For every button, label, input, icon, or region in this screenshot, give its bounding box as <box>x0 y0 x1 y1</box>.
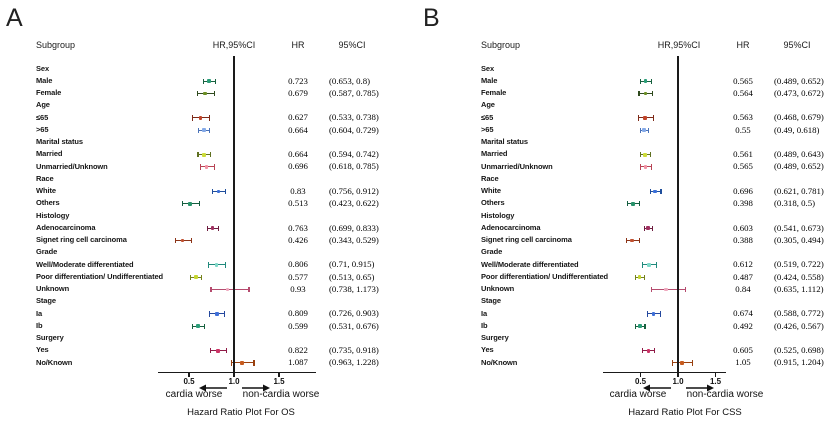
ci-value: (0.513, 0.65) <box>329 271 375 282</box>
hr-point <box>215 312 219 316</box>
hr-value: 0.664 <box>288 124 308 135</box>
subgroup-category-label: Marital status <box>36 137 83 147</box>
subgroup-item-label: Others <box>36 198 60 208</box>
hr-point <box>644 165 648 169</box>
hr-point <box>215 263 219 267</box>
subgroup-item-label: Well/Moderate differentiated <box>36 259 134 269</box>
panel-os <box>0 0 413 423</box>
ci-value: (0.588, 0.772) <box>774 308 824 319</box>
subgroup-category-label: Age <box>36 100 50 110</box>
ci-cap-left <box>644 226 645 231</box>
subgroup-category-label: Sex <box>36 63 50 73</box>
ci-cap-right <box>651 79 652 84</box>
hr-value: 1.05 <box>735 357 751 368</box>
hr-point <box>202 128 206 132</box>
subgroup-item-label: Married <box>36 149 63 159</box>
ci-cap-right <box>214 91 215 96</box>
right-arrow-icon <box>686 384 714 392</box>
hr-point <box>199 116 203 120</box>
subgroup-category-label: Stage <box>481 296 501 306</box>
ci-value: (0.473, 0.672) <box>774 87 824 98</box>
subgroup-item-label: Unknown <box>36 284 70 294</box>
hr-point <box>240 361 244 365</box>
subgroup-item-label: Signet ring cell carcinoma <box>481 235 572 245</box>
x-axis-tick-label: 1.5 <box>709 377 722 386</box>
subgroup-item-label: Adenocarcinoma <box>481 222 541 232</box>
ci-value: (0.525, 0.698) <box>774 345 824 356</box>
ci-value: (0.343, 0.529) <box>329 234 379 245</box>
ci-value: (0.531, 0.676) <box>329 320 379 331</box>
hr-value: 0.492 <box>733 320 753 331</box>
hr-value: 0.565 <box>733 161 753 172</box>
ci-value: (0.735, 0.918) <box>329 345 379 356</box>
ci-cap-left <box>209 311 210 316</box>
hr-point <box>638 324 642 328</box>
right-direction-label: non-cardia worse <box>686 389 764 400</box>
right-arrow-icon <box>242 384 270 392</box>
hr-point <box>647 349 651 353</box>
hr-point <box>638 275 642 279</box>
ci-cap-right <box>652 226 653 231</box>
subgroup-category-label: Surgery <box>36 333 64 343</box>
subgroup-item-label: Male <box>481 75 498 85</box>
left-arrow-icon <box>643 384 671 392</box>
subgroup-item-label: Adenocarcinoma <box>36 222 96 232</box>
subgroup-item-label: White <box>481 186 501 196</box>
ci-cap-left <box>638 91 639 96</box>
reference-line <box>677 56 678 372</box>
hr-point <box>205 165 209 169</box>
hr-point <box>680 361 684 365</box>
ci-value: (0.489, 0.652) <box>774 161 824 172</box>
hr-point <box>647 263 651 267</box>
ci-cap-right <box>225 189 226 194</box>
ci-cap-left <box>197 152 198 157</box>
ci-cap-left <box>635 324 636 329</box>
ci-value: (0.726, 0.903) <box>329 308 379 319</box>
ci-value: (0.426, 0.567) <box>774 320 824 331</box>
ci-cap-right <box>685 287 686 292</box>
hr-value: 0.84 <box>735 283 751 294</box>
hr-point <box>207 79 211 83</box>
ci-cap-right <box>253 360 254 365</box>
subgroup-item-label: Poor differentiation/ Undifferentiated <box>36 271 164 281</box>
ci-value: (0.587, 0.785) <box>329 87 379 98</box>
ci-value: (0.594, 0.742) <box>329 149 379 160</box>
hr-point <box>196 324 200 328</box>
hr-point <box>181 239 185 243</box>
ci-value: (0.756, 0.912) <box>329 185 379 196</box>
hr-value: 0.561 <box>733 149 753 160</box>
subgroup-item-label: Unmarried/Unknown <box>36 161 108 171</box>
ci-cap-right <box>639 238 640 243</box>
subgroup-category-label: Histology <box>481 210 515 220</box>
subgroup-item-label: Female <box>481 88 507 98</box>
hr-point <box>643 153 647 157</box>
x-axis-tick-label: 0.5 <box>634 377 647 386</box>
hr-value: 0.513 <box>288 198 308 209</box>
ci-cap-left <box>192 324 193 329</box>
hr-value: 0.398 <box>733 198 753 209</box>
hr-value: 0.599 <box>288 320 308 331</box>
hr-point <box>644 92 648 96</box>
ci-cap-right <box>639 201 640 206</box>
ci-cap-right <box>201 275 202 280</box>
ci-cap-right <box>215 79 216 84</box>
ci-cap-left <box>182 201 183 206</box>
hr-point <box>211 226 215 230</box>
x-axis-line <box>158 372 316 373</box>
subgroup-item-label: Ia <box>36 308 43 318</box>
subgroup-item-label: Unknown <box>481 284 515 294</box>
hr-value: 0.565 <box>733 75 753 86</box>
ci-cap-left <box>198 128 199 133</box>
ci-cap-right <box>660 311 661 316</box>
ci-cap-right <box>225 262 226 267</box>
subgroup-category-label: Race <box>36 173 54 183</box>
ci-cap-right <box>224 311 225 316</box>
ci-value: (0.635, 1.112) <box>774 283 824 294</box>
subgroup-item-label: ≤65 <box>481 112 494 122</box>
ci-value: (0.915, 1.204) <box>774 357 824 368</box>
column-header-ci: 95%CI <box>338 40 366 50</box>
hr-point <box>642 128 646 132</box>
subgroup-item-label: Poor differentiation/ Undifferentiated <box>481 271 609 281</box>
hr-value: 0.627 <box>288 112 308 123</box>
ci-cap-left <box>212 189 213 194</box>
subgroup-item-label: Others <box>481 198 505 208</box>
hr-value: 0.563 <box>733 112 753 123</box>
subgroup-item-label: Unmarried/Unknown <box>481 161 553 171</box>
ci-cap-right <box>226 348 227 353</box>
ci-cap-left <box>642 262 643 267</box>
hr-value: 0.388 <box>733 234 753 245</box>
ci-cap-left <box>627 201 628 206</box>
x-axis-tick-label: 1.5 <box>273 377 285 386</box>
ci-cap-left <box>203 79 204 84</box>
x-axis-tick-label: 1.0 <box>228 377 240 386</box>
hr-value: 0.763 <box>288 222 308 233</box>
ci-cap-right <box>660 189 661 194</box>
subgroup-item-label: Female <box>36 88 62 98</box>
subgroup-category-label: Surgery <box>481 333 509 343</box>
ci-value: (0.963, 1.228) <box>329 357 379 368</box>
ci-cap-right <box>209 115 210 120</box>
ci-value: (0.468, 0.679) <box>774 112 824 123</box>
ci-cap-right <box>248 287 249 292</box>
ci-value: (0.618, 0.785) <box>329 161 379 172</box>
ci-cap-right <box>651 164 652 169</box>
ci-cap-right <box>214 164 215 169</box>
ci-cap-left <box>640 128 641 133</box>
ci-cap-right <box>648 128 649 133</box>
left-direction-label: cardia worse <box>609 389 667 400</box>
column-header-hr-ci-plot: HR,95%CI <box>212 40 256 50</box>
hr-value: 0.809 <box>288 308 308 319</box>
ci-cap-left <box>640 152 641 157</box>
left-direction-label: cardia worse <box>165 389 223 400</box>
ci-value: (0.541, 0.673) <box>774 222 824 233</box>
hr-point <box>202 153 206 157</box>
ci-cap-right <box>652 91 653 96</box>
panel-caption: Hazard Ratio Plot For CSS <box>628 407 742 418</box>
hr-value: 0.426 <box>288 234 308 245</box>
x-axis-line <box>603 372 726 373</box>
column-header-ci: 95%CI <box>783 40 811 50</box>
hr-value: 0.93 <box>290 283 306 294</box>
subgroup-item-label: Ia <box>481 308 488 318</box>
subgroup-item-label: Ib <box>481 320 488 330</box>
panel-css <box>423 0 827 423</box>
hr-value: 0.83 <box>290 185 306 196</box>
x-axis-tick-label: 1.0 <box>672 377 684 386</box>
subgroup-category-label: Grade <box>481 247 503 257</box>
ci-value: (0.604, 0.729) <box>329 124 379 135</box>
ci-cap-left <box>650 189 651 194</box>
column-header-hr: HR <box>736 40 750 50</box>
left-arrow-icon <box>199 384 227 392</box>
subgroup-item-label: Married <box>481 149 508 159</box>
subgroup-category-label: Sex <box>481 63 495 73</box>
ci-value: (0.489, 0.652) <box>774 75 824 86</box>
ci-cap-right <box>199 201 200 206</box>
hr-point <box>653 190 657 194</box>
ci-cap-left <box>190 275 191 280</box>
subgroup-item-label: Male <box>36 75 53 85</box>
subgroup-category-label: Marital status <box>481 137 528 147</box>
subgroup-item-label: Yes <box>481 345 494 355</box>
ci-value: (0.423, 0.622) <box>329 198 379 209</box>
reference-line <box>233 56 234 372</box>
subgroup-item-label: No/Known <box>481 357 518 367</box>
subgroup-item-label: ≤65 <box>36 112 49 122</box>
ci-cap-right <box>692 360 693 365</box>
ci-value: (0.489, 0.643) <box>774 149 824 160</box>
column-header-subgroup: Subgroup <box>36 40 76 50</box>
ci-cap-left <box>626 238 627 243</box>
hr-point <box>643 116 647 120</box>
ci-cap-right <box>656 262 657 267</box>
subgroup-category-label: Race <box>481 173 499 183</box>
ci-cap-right <box>644 275 645 280</box>
hr-value: 0.612 <box>733 259 753 270</box>
hr-value: 0.487 <box>733 271 753 282</box>
ci-cap-right <box>191 238 192 243</box>
hr-point <box>194 275 198 279</box>
hr-point <box>217 190 221 194</box>
subgroup-category-label: Grade <box>36 247 58 257</box>
ci-value: (0.738, 1.173) <box>329 283 379 294</box>
ci-bar <box>210 289 249 290</box>
hr-point <box>203 92 207 96</box>
ci-value: (0.533, 0.738) <box>329 112 379 123</box>
ci-cap-left <box>640 79 641 84</box>
subgroup-item-label: Signet ring cell carcinoma <box>36 235 127 245</box>
column-header-hr: HR <box>291 40 305 50</box>
hr-value: 0.577 <box>288 271 308 282</box>
subgroup-category-label: Age <box>481 100 495 110</box>
ci-cap-right <box>644 324 645 329</box>
ci-value: (0.653, 0.8) <box>329 75 371 86</box>
subgroup-item-label: Well/Moderate differentiated <box>481 259 579 269</box>
hr-value: 0.603 <box>733 222 753 233</box>
ci-cap-right <box>210 152 211 157</box>
ci-cap-left <box>638 115 639 120</box>
hr-value: 0.55 <box>735 124 751 135</box>
ci-cap-right <box>204 324 205 329</box>
hr-value: 1.087 <box>288 357 308 368</box>
ci-cap-left <box>642 348 643 353</box>
ci-value: (0.424, 0.558) <box>774 271 824 282</box>
ci-cap-right <box>218 226 219 231</box>
subgroup-item-label: >65 <box>481 124 494 134</box>
hr-value: 0.605 <box>733 345 753 356</box>
hr-point <box>652 312 656 316</box>
subgroup-item-label: No/Known <box>36 357 73 367</box>
panel-b-letter: B <box>423 4 440 32</box>
ci-value: (0.699, 0.833) <box>329 222 379 233</box>
hr-value: 0.696 <box>733 185 753 196</box>
hr-value: 0.674 <box>733 308 753 319</box>
ci-cap-left <box>175 238 176 243</box>
ci-cap-left <box>672 360 673 365</box>
hr-point <box>216 349 220 353</box>
column-header-subgroup: Subgroup <box>481 40 521 50</box>
ci-cap-left <box>647 311 648 316</box>
x-axis-tick-label: 0.5 <box>183 377 195 386</box>
subgroup-item-label: Yes <box>36 345 49 355</box>
hr-value: 0.564 <box>733 87 753 98</box>
ci-value: (0.621, 0.781) <box>774 185 824 196</box>
hr-value: 0.822 <box>288 345 308 356</box>
subgroup-category-label: Stage <box>36 296 56 306</box>
hr-point <box>226 288 230 292</box>
ci-cap-left <box>231 360 232 365</box>
ci-cap-left <box>192 115 193 120</box>
ci-cap-right <box>653 115 654 120</box>
ci-cap-left <box>635 275 636 280</box>
ci-cap-left <box>210 287 211 292</box>
subgroup-item-label: Ib <box>36 320 43 330</box>
ci-value: (0.49, 0.618) <box>774 124 820 135</box>
ci-cap-right <box>654 348 655 353</box>
hr-point <box>646 226 650 230</box>
hr-point <box>188 202 192 206</box>
hr-value: 0.664 <box>288 149 308 160</box>
ci-cap-left <box>197 91 198 96</box>
ci-cap-right <box>650 152 651 157</box>
hr-value: 0.696 <box>288 161 308 172</box>
ci-cap-left <box>640 164 641 169</box>
right-direction-label: non-cardia worse <box>242 389 320 400</box>
ci-cap-right <box>209 128 210 133</box>
ci-bar <box>651 289 687 290</box>
hr-point <box>631 202 635 206</box>
subgroup-item-label: White <box>36 186 56 196</box>
ci-value: (0.519, 0.722) <box>774 259 824 270</box>
hr-value: 0.723 <box>288 75 308 86</box>
subgroup-item-label: >65 <box>36 124 49 134</box>
ci-cap-left <box>200 164 201 169</box>
ci-value: (0.305, 0.494) <box>774 234 824 245</box>
ci-cap-left <box>207 226 208 231</box>
ci-value: (0.71, 0.915) <box>329 259 375 270</box>
hr-point <box>644 79 648 83</box>
hr-point <box>630 239 634 243</box>
ci-cap-left <box>208 262 209 267</box>
column-header-hr-ci-plot: HR,95%CI <box>657 40 701 50</box>
panel-a-letter: A <box>6 4 23 32</box>
subgroup-category-label: Histology <box>36 210 70 220</box>
ci-value: (0.318, 0.5) <box>774 198 816 209</box>
hr-value: 0.679 <box>288 87 308 98</box>
panel-caption: Hazard Ratio Plot For OS <box>187 407 295 418</box>
hr-value: 0.806 <box>288 259 308 270</box>
ci-cap-left <box>210 348 211 353</box>
ci-cap-left <box>651 287 652 292</box>
hr-point <box>664 288 668 292</box>
